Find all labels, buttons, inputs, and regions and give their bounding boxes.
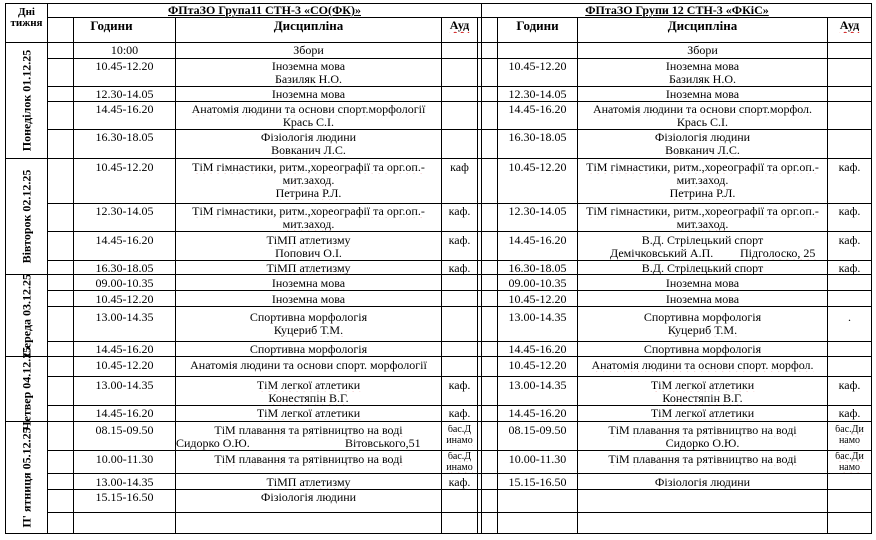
room-cell: каф. (838, 205, 861, 218)
teacher-name: Конестяпін В.Г. (268, 392, 349, 405)
discipline-cell: ТіМ гімнастики, ритм.,хореографії та орг.оп.- (192, 161, 425, 174)
teacher-name: Куцериб Т.М. (667, 324, 738, 337)
group1-discipline-header: Дисципліна (273, 19, 344, 33)
time-cell: 16.30-18.05 (95, 262, 154, 275)
day-label-tuesday: Вівторок 02.12.25 (19, 169, 34, 264)
discipline-cell: В.Д. Стрілецький спорт (641, 262, 764, 275)
teacher-name: Попович О.І. (275, 247, 342, 260)
time-cell: 16.30-18.05 (508, 262, 567, 275)
location-text: Вітовського,51 (345, 437, 421, 450)
group2-discipline-header: Дисципліна (667, 19, 738, 33)
room-cell: бас.Ди (835, 452, 864, 462)
discipline-cell: Іноземна мова (271, 277, 346, 290)
room-cell: каф. (448, 379, 471, 392)
time-cell: 14.45-16.20 (508, 103, 567, 116)
discipline-cell: ТіМП атлетизму (266, 234, 351, 247)
time-cell: 12.30-14.05 (95, 88, 154, 101)
time-cell: 13.00-14.35 (95, 311, 154, 324)
discipline-cell: Спортивна морфологія (643, 343, 762, 356)
room-cell: каф. (448, 234, 471, 247)
discipline-cell: Збори (293, 44, 324, 57)
time-cell: 10.45-12.20 (95, 293, 154, 306)
room-cell: каф. (838, 407, 861, 420)
time-cell: 13.00-14.35 (95, 476, 154, 489)
teacher-name: Куцериб Т.М. (273, 324, 344, 337)
teacher-name: Крась С.І. (676, 116, 729, 129)
discipline-cell-cont: мит.заход. (282, 218, 335, 231)
discipline-cell: ТіМП атлетизму (266, 262, 351, 275)
discipline-cell: Спортивна морфологія (249, 343, 368, 356)
discipline-cell: Спортивна морфологія (249, 311, 368, 324)
time-cell: 10.45-12.20 (95, 161, 154, 174)
discipline-cell: Фізіологія людини (260, 491, 357, 504)
group2-room-header: Ауд (839, 19, 860, 32)
discipline-cell: ТіМ легкої атлетики (256, 379, 361, 392)
discipline-cell: Іноземна мова (665, 277, 740, 290)
time-cell: 14.45-16.20 (95, 103, 154, 116)
time-cell: 10.45-12.20 (508, 359, 567, 372)
teacher-name: Вовканич Л.С. (271, 144, 346, 157)
time-cell: 16.30-18.05 (95, 131, 154, 144)
discipline-cell: Фізіологія людини (260, 131, 357, 144)
location-text: Підголоско, 25 (740, 247, 816, 260)
discipline-cell: ТіМ плавання та рятівництво на воді (214, 424, 403, 437)
teacher-name: Базиляк Н.О. (274, 73, 343, 86)
time-cell: 10.45-12.20 (508, 293, 567, 306)
discipline-cell: ТіМ плавання та рятівництво на воді (214, 453, 403, 466)
discipline-cell: ТіМ плавання та рятівництво на воді (608, 424, 797, 437)
time-cell: 15.15-16.50 (95, 491, 154, 504)
day-label-monday: Понеділок 01.12.25 (19, 49, 34, 152)
room-cell: бас.Д (447, 452, 472, 462)
time-cell: 12.30-14.05 (508, 88, 567, 101)
discipline-cell: ТіМ гімнастики, ритм.,хореографії та орг.оп.- (192, 205, 425, 218)
teacher-name: Крась С.І. (282, 116, 335, 129)
time-cell: 13.00-14.35 (508, 311, 567, 324)
discipline-cell: Спортивна морфологія (643, 311, 762, 324)
time-cell: 14.45-16.20 (508, 343, 567, 356)
time-cell: 10.45-12.20 (508, 161, 567, 174)
teacher-name: Конестяпін В.Г. (662, 392, 743, 405)
time-cell: 13.00-14.35 (508, 379, 567, 392)
discipline-cell-cont: мит.заход. (676, 174, 729, 187)
room-cell: каф. (838, 234, 861, 247)
time-cell: 10.00-11.30 (508, 453, 567, 466)
discipline-cell: Фізіологія людини (654, 131, 751, 144)
discipline-cell: ТіМ легкої атлетики (256, 407, 361, 420)
room-cell: каф. (838, 262, 861, 275)
discipline-cell: ТіМ плавання та рятівництво на воді (608, 453, 797, 466)
time-cell: 16.30-18.05 (508, 131, 567, 144)
time-cell: 14.45-16.20 (95, 343, 154, 356)
discipline-cell: Анатомія людини та основи спорт.морфол. (592, 103, 813, 116)
room-cell-cont: намо (838, 463, 861, 473)
discipline-cell: Іноземна мова (271, 293, 346, 306)
room-cell: бас.Д (447, 425, 472, 435)
room-cell: каф. (448, 476, 471, 489)
discipline-cell: Анатомія людини та основи спорт. морфології (190, 359, 427, 372)
day-label-thursday: Четвер 04.12.25 (19, 346, 34, 431)
time-cell: 09.00-10.35 (95, 277, 154, 290)
time-cell: 10.45-12.20 (95, 359, 154, 372)
discipline-cell: Іноземна мова (665, 293, 740, 306)
time-cell: 12.30-14.05 (95, 205, 154, 218)
group1-room-header: Ауд (449, 19, 470, 32)
room-cell: каф. (448, 205, 471, 218)
discipline-cell: Іноземна мова (271, 60, 346, 73)
day-label-wednesday: Середа 03.12.25 (19, 273, 34, 358)
teacher-name: Сидорко О.Ю. (176, 437, 250, 450)
room-cell: бас.Ди (835, 425, 864, 435)
room-cell: каф. (838, 161, 861, 174)
discipline-cell: Фізіологія людини (654, 476, 751, 489)
teacher-name: Базиляк Н.О. (668, 73, 737, 86)
header-days: Дні тижня (10, 6, 43, 29)
discipline-cell: ТіМ легкої атлетики (650, 379, 755, 392)
time-cell: 14.45-16.20 (508, 407, 567, 420)
room-cell: . (848, 311, 851, 324)
group2-hours-header: Години (516, 19, 559, 33)
time-cell: 14.45-16.20 (508, 234, 567, 247)
day-label-friday: П' ятниця 05.12.25 (19, 427, 34, 528)
discipline-cell-cont: мит.заход. (282, 174, 335, 187)
discipline-cell-cont: мит.заход. (676, 218, 729, 231)
time-cell: 14.45-16.20 (95, 234, 154, 247)
teacher-name: Петрина Р.Л. (275, 187, 342, 200)
discipline-cell: ТіМ легкої атлетики (650, 407, 755, 420)
discipline-cell: ТіМ гімнастики, ритм.,хореографії та орг.оп.- (586, 205, 819, 218)
room-cell: каф. (448, 262, 471, 275)
room-cell: каф. (838, 379, 861, 392)
room-cell-cont: инамо (446, 436, 473, 446)
time-cell: 12.30-14.05 (508, 205, 567, 218)
discipline-cell: Збори (687, 44, 718, 57)
time-cell: 08.15-09.50 (508, 424, 567, 437)
room-cell-cont: инамо (446, 463, 473, 473)
room-cell: каф. (448, 407, 471, 420)
teacher-name: Сидорко О.Ю. (665, 437, 740, 450)
time-cell: 10.00-11.30 (95, 453, 154, 466)
time-cell: 08.15-09.50 (95, 424, 154, 437)
group2-title: ФПтаЗО Групи 12 СТН-3 «ФКіС» (585, 4, 769, 17)
time-cell: 09.00-10.35 (508, 277, 567, 290)
room-cell-cont: намо (838, 436, 861, 446)
discipline-cell: Іноземна мова (665, 88, 740, 101)
teacher-name: Демічковський А.П. (610, 247, 714, 260)
teacher-name: Петрина Р.Л. (669, 187, 736, 200)
time-cell: 10:00 (110, 44, 139, 57)
group1-hours-header: Години (90, 19, 133, 33)
discipline-cell: ТіМП атлетизму (266, 476, 351, 489)
time-cell: 13.00-14.35 (95, 379, 154, 392)
time-cell: 10.45-12.20 (508, 60, 567, 73)
discipline-cell: Анатомія людини та основи спорт.морфології (191, 103, 426, 116)
discipline-cell: Анатомія людини та основи спорт. морфол. (591, 359, 814, 372)
discipline-cell: Іноземна мова (665, 60, 740, 73)
group1-title: ФПтаЗО Група11 СТН-3 «СО(ФК)» (168, 4, 361, 17)
time-cell: 14.45-16.20 (95, 407, 154, 420)
time-cell: 10.45-12.20 (95, 60, 154, 73)
discipline-cell: Іноземна мова (271, 88, 346, 101)
time-cell: 15.15-16.50 (508, 476, 567, 489)
discipline-cell: ТіМ гімнастики, ритм.,хореографії та орг.оп.- (586, 161, 819, 174)
teacher-name: Вовканич Л.С. (665, 144, 740, 157)
room-cell: каф (450, 161, 469, 174)
discipline-cell: В.Д. Стрілецький спорт (641, 234, 764, 247)
